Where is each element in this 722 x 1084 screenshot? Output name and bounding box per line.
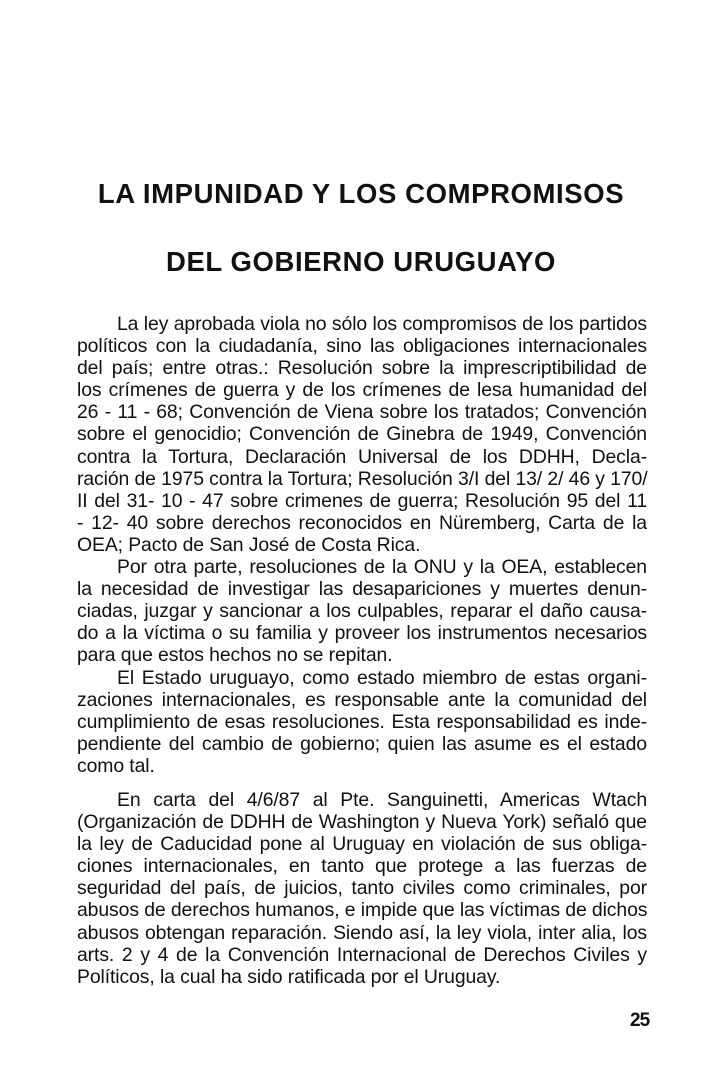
text-line: do a la víctima o su familia y proveer los instrumentos necesarios [77,622,647,645]
text-line: OEA; Pacto de San José de Costa Rica. [77,533,421,556]
text-line: la ley de Caducidad pone al Uruguay en violación de sus obliga- [77,833,647,856]
page-number: 25 [630,1010,650,1031]
text-line: (Organización de DDHH de Washington y Nueva York) señaló que [77,811,647,834]
text-line: sobre el genocidio; Convención de Ginebra de 1949, Convención [77,423,647,446]
text-line: la necesidad de investigar las desapariciones y muertes denun- [77,578,647,601]
paragraph-1 [77,313,647,556]
text-line: los crímenes de guerra y de los crímenes de lesa humanidad del [77,379,647,402]
paragraph-3 [77,667,647,777]
text-line: políticos con la ciudadanía, sino las obligaciones internacionales [77,335,647,358]
text-line: cumplimiento de esas resoluciones. Esta responsabilidad es inde- [77,710,647,733]
text-line: pendiente del cambio de gobierno; quien las asume es el estado [77,732,647,755]
text-line: abusos obtengan reparación. Siendo así, la ley viola, inter alia, los [77,921,647,944]
text-line: El Estado uruguayo, como estado miembro de estas organi- [117,666,647,689]
text-line: arts. 2 y 4 de la Convención Internacional de Derechos Civiles y [77,943,647,966]
text-line: contra la Tortura, Declaración Universal de los DDHH, Decla- [77,445,647,468]
text-line: para que estos hechos no se repitan. [77,644,393,667]
text-line: ciones internacionales, en tanto que protege a las fuerzas de [77,855,647,878]
text-line: del país; entre otras.: Resolución sobre la imprescriptibilidad de [77,357,647,380]
text-line: 26 - 11 - 68; Convención de Viena sobre los tratados; Convención [77,401,647,424]
chapter-title-line-1: LA IMPUNIDAD Y LOS COMPROMISOS [97,178,625,209]
text-line: II del 31- 10 - 47 sobre crimenes de guerra; Resolución 95 del 11 [77,489,647,512]
text-line: zaciones internacionales, es responsable ante la comunidad del [77,688,647,711]
text-line: Políticos, la cual ha sido ratificada por el Uruguay. [77,965,501,988]
text-line: como tal. [77,754,155,777]
paragraph-2 [77,556,647,666]
text-line: abusos de derechos humanos, e impide que las víctimas de dichos [77,899,648,922]
paragraph-4 [77,789,647,988]
text-line: ciadas, juzgar y sancionar a los culpables, reparar el daño causa- [77,600,647,623]
text-line: seguridad del país, de juicios, tanto civiles como criminales, por [77,877,647,900]
text-line: Por otra parte, resoluciones de la ONU y la OEA, establecen [117,556,647,579]
text-line: - 12- 40 sobre derechos reconocidos en Nüremberg, Carta de la [77,511,647,534]
text-line: En carta del 4/6/87 al Pte. Sanguinetti, Americas Wtach [117,788,647,811]
chapter-title-line-2: DEL GOBIERNO URUGUAYO [165,246,556,277]
text-line: La ley aprobada viola no sólo los compromisos de los partidos [117,313,647,335]
text-line: ración de 1975 contra la Tortura; Resolución 3/I del 13/ 2/ 46 y 170/ [77,467,648,490]
body-text [77,313,647,988]
